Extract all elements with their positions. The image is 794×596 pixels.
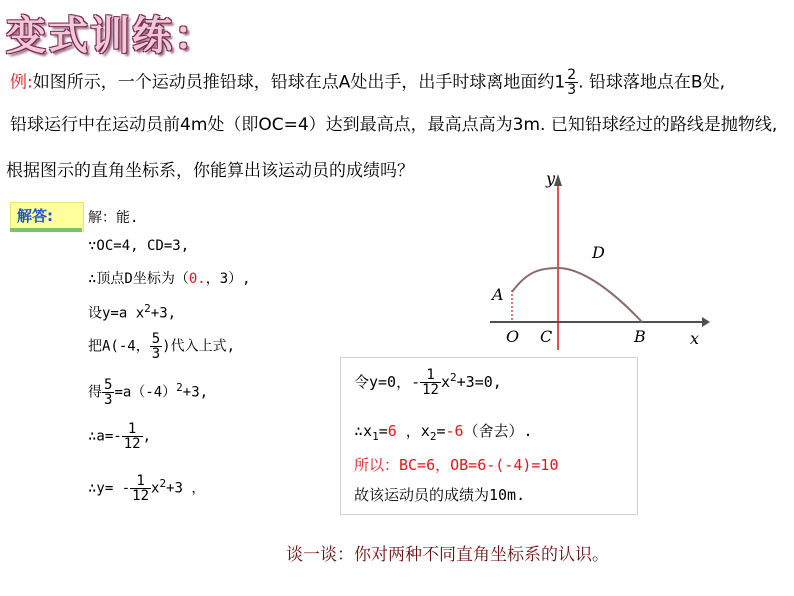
text: ∴y= - [88, 480, 131, 497]
label-y: y [546, 169, 556, 188]
text: =a（-4） [114, 384, 177, 401]
fraction [130, 474, 151, 503]
exponent: 2 [176, 380, 183, 394]
exponent: 2 [144, 302, 151, 315]
text: +3 ， [166, 480, 206, 497]
solution-line-7 [88, 422, 151, 451]
solution-line-5 [88, 332, 235, 361]
subscript: 2 [429, 430, 437, 443]
label-O: O [506, 327, 520, 346]
label-C: C [540, 327, 553, 346]
result-line-3: 所以：BC=6，OB=6-(-4)=10 [354, 456, 559, 474]
numerator: 1 [122, 422, 143, 437]
numerator: 5 [151, 331, 161, 347]
solution-line-1: 解：能. [88, 210, 139, 226]
solution-line-8 [88, 474, 205, 503]
fraction [420, 368, 441, 397]
solution-line-2: ∵OC=4, CD=3, [88, 238, 190, 254]
exponent: 2 [450, 371, 457, 384]
result-line-2 [354, 420, 533, 443]
problem-text-1b: . 铅球落地点在B处, [578, 72, 725, 93]
answer-label-underline [10, 228, 82, 232]
text: ∴x [354, 422, 373, 440]
text: （舍去）. [463, 422, 533, 440]
text: ，x [396, 422, 430, 440]
label-D: D [592, 243, 605, 262]
solution-line-4 [88, 302, 176, 323]
text: x [440, 373, 451, 391]
text: 令y=0，- [354, 373, 421, 391]
mixed-number-whole: 1 [554, 72, 566, 93]
text: 得 [88, 384, 102, 401]
fraction-two-thirds [565, 68, 578, 97]
text: = [378, 422, 388, 440]
text: x [151, 480, 160, 497]
text: 把A(-4， [88, 338, 150, 355]
denominator: 12 [132, 488, 150, 504]
denominator: 12 [123, 436, 141, 452]
text: = [436, 422, 446, 440]
text: , [142, 428, 152, 445]
discussion-prompt: 谈一谈：你对两种不同直角坐标系的认识。 [286, 545, 609, 565]
problem-line-3: 根据图示的直角坐标系，你能算出该运动员的成绩吗？ [6, 161, 414, 181]
parabola-graph [470, 160, 794, 356]
example-label: 例: [10, 72, 33, 93]
answer-label: 解答: [10, 202, 84, 232]
slide-title: 变式训练： [6, 12, 216, 59]
result-line-4: 故该运动员的成绩为10m. [354, 486, 526, 504]
text: )代入上式, [162, 338, 236, 355]
text: 设y=a x [88, 305, 145, 322]
vertex-x-value: 0. [188, 271, 206, 287]
denominator: 12 [422, 382, 439, 398]
fraction-numerator: 2 [567, 67, 577, 83]
numerator: 5 [104, 377, 113, 393]
numerator: 1 [420, 368, 441, 383]
solution-line-3 [88, 268, 251, 288]
root-value-1: 6 [387, 422, 397, 440]
problem-text-1a: 如图所示，一个运动员推铅球，铅球在点A处出手，出手时球离地面约 [32, 72, 555, 93]
text: ∴a=- [88, 428, 122, 445]
text: +3=0, [456, 373, 502, 391]
fraction [102, 378, 114, 407]
text: +3, [150, 305, 177, 322]
text: +3, [182, 384, 209, 401]
fraction-denominator: 3 [567, 82, 577, 98]
label-x: x [690, 329, 700, 348]
fraction [122, 422, 143, 451]
root-value-2: -6 [445, 422, 464, 440]
text: ，3）, [205, 271, 251, 287]
subscript: 1 [372, 430, 379, 443]
text: ∴顶点D坐标为（ [88, 271, 189, 287]
fraction [150, 332, 162, 361]
label-B: B [634, 327, 646, 346]
denominator: 3 [151, 346, 161, 362]
denominator: 3 [104, 392, 113, 408]
result-line-1 [354, 368, 502, 397]
problem-line-1 [10, 68, 725, 97]
problem-line-2: 铅球运行中在运动员前4m处（即OC=4）达到最高点，最高点高为3m. 已知铅球经过的路线是抛物线, [10, 115, 778, 135]
solution-line-6 [88, 378, 208, 407]
exponent: 2 [159, 476, 167, 490]
label-A: A [492, 285, 504, 304]
numerator: 1 [130, 474, 151, 489]
